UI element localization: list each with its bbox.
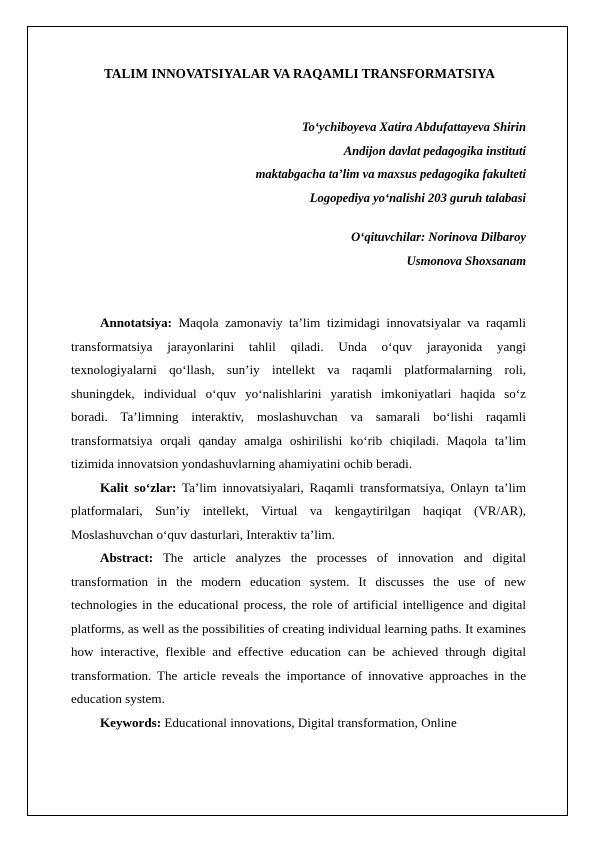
teacher-block bbox=[351, 226, 526, 273]
teacher-line-2: Usmonova Shoxsanam bbox=[406, 253, 526, 268]
keywords-uz-label: Kalit so‘zlar: bbox=[100, 479, 177, 495]
keywords-en-paragraph bbox=[71, 711, 526, 735]
keywords-en-text: Educational innovations, Digital transformation, Online bbox=[164, 714, 457, 730]
author-institution: Andijon davlat pedagogika instituti bbox=[343, 143, 526, 158]
paper-body bbox=[71, 311, 526, 734]
keywords-uz-text: Ta’lim innovatsiyalari, Raqamli transformatsiya, Onlayn ta’lim platformalari, Sun’iy intellekt, Virtual va kengaytirilgan haqiqat (VR/AR), Moslashuvchan o‘quv dasturlari, Interaktiv ta’lim. bbox=[71, 479, 527, 542]
keywords-uz-paragraph bbox=[71, 476, 526, 547]
author-block bbox=[256, 116, 526, 210]
teacher-line-1: O‘qituvchilar: Norinova Dilbaroy bbox=[351, 230, 526, 244]
annotation-label: Annotatsiya: bbox=[100, 315, 173, 330]
author-faculty: maktabgacha ta’lim va maxsus pedagogika fakulteti bbox=[255, 167, 526, 181]
author-names: To‘ychiboyeva Xatira Abdufattayeva Shirin bbox=[302, 120, 526, 134]
abstract-label: Abstract: bbox=[100, 550, 154, 565]
author-group: Logopediya yo‘nalishi 203 guruh talabasi bbox=[309, 190, 526, 205]
annotation-text: Maqola zamonaviy ta’lim tizimidagi innovatsiyalar va raqamli transformatsiya jarayonlarini tahlil qiladi. Unda o‘quv jarayonida yangi texnologiyalarni qo‘llash, sun’iy intellekt va raqamli platformalarning roli, shuningdek, individual o‘quv yo‘nalishlarini yaratish imkoniyatlari haqida so‘z boradi. Ta’limning interaktiv, moslashuvchan va samarali bo‘lishi raqamli transformatsiya orqali qanday amalga oshirilishi ko‘rib chiqiladi. Maqola ta’lim tizimida innovatsion yondashuvlarning ahamiyatini ochib beradi. bbox=[71, 315, 526, 471]
paper-title: TALIM INNOVATSIYALAR VA RAQAMLI TRANSFORMATSIYA bbox=[104, 66, 495, 81]
abstract-paragraph bbox=[71, 546, 526, 711]
abstract-text: The article analyzes the processes of innovation and digital transformation in the modern education system. It discusses the use of new technologies in the educational process, the role of artificial intelligence and digital platforms, as well as the possibilities of creating individual learning paths. It examines how interactive, flexible and effective education can be achieved through digital transformation. The article reveals the importance of innovative approaches in the education system. bbox=[71, 550, 526, 706]
annotation-paragraph bbox=[71, 311, 526, 476]
keywords-en-label: Keywords: bbox=[100, 714, 162, 730]
